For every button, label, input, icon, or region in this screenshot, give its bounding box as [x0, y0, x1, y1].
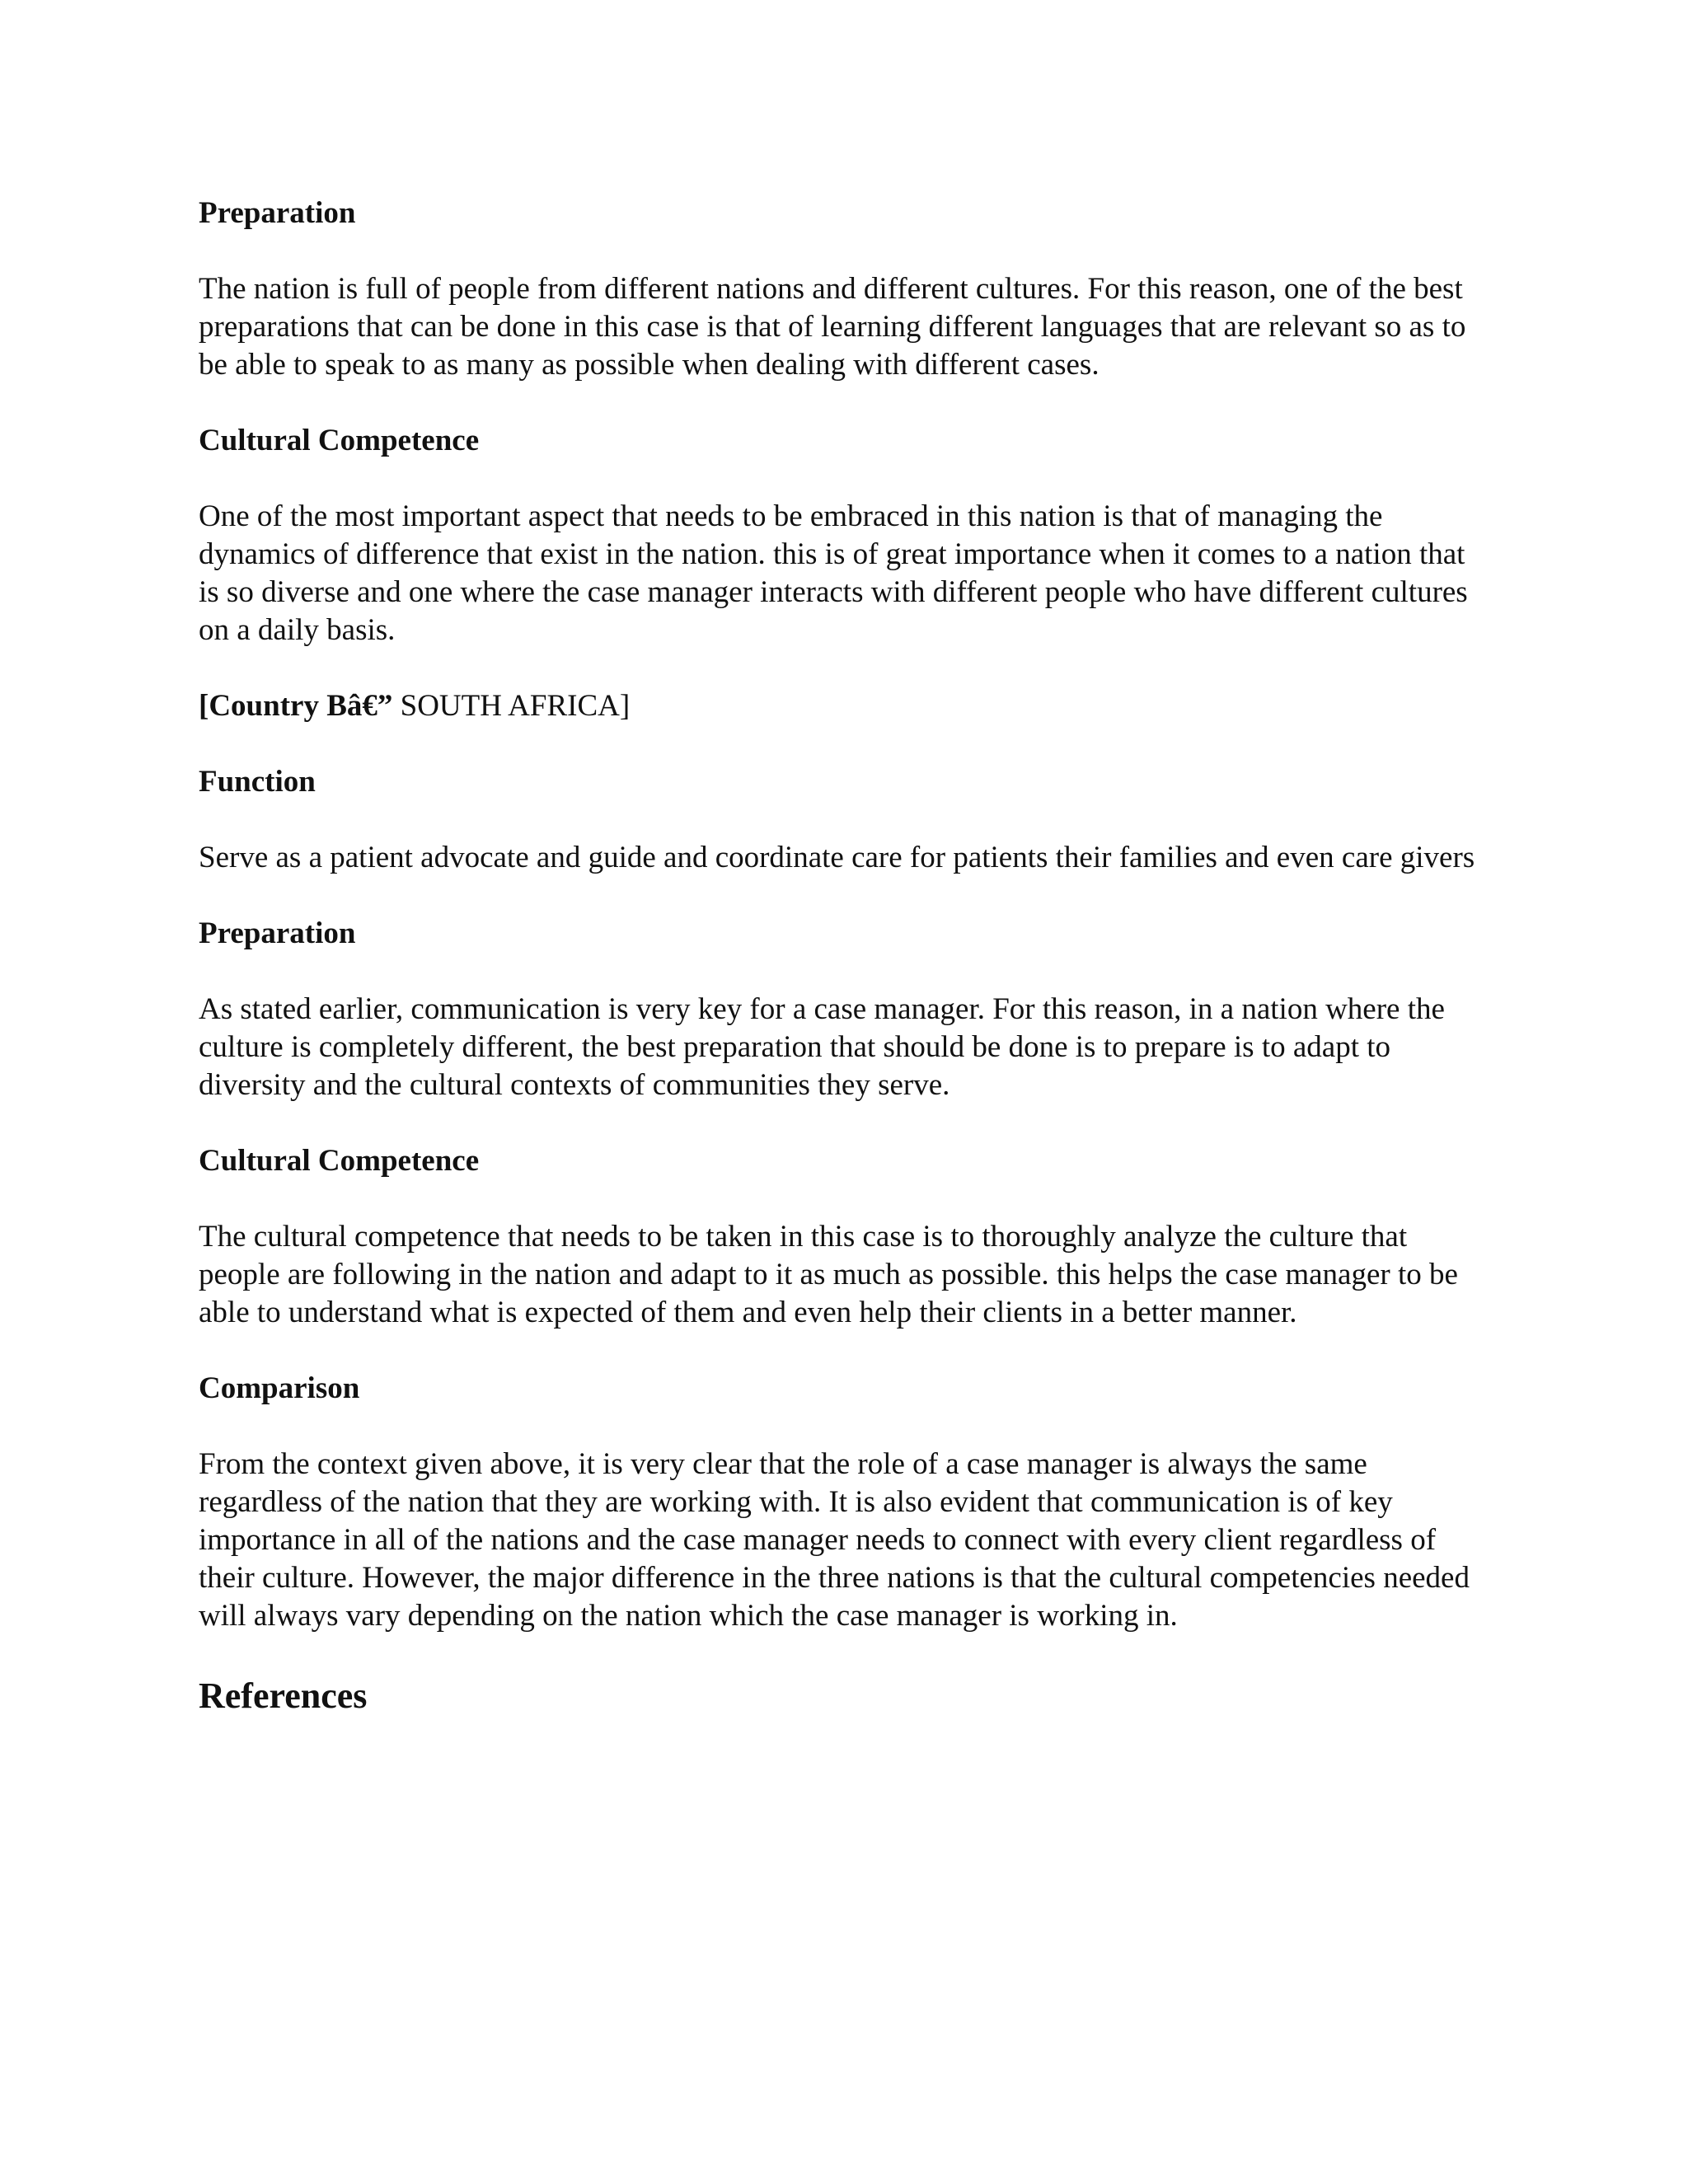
- country-b-name: SOUTH AFRICA]: [392, 689, 631, 723]
- cultural-competence-paragraph: One of the most important aspect that needs to be embraced in this nation is that of managing the dynamics of difference that exist in the nation. this is of great importance when it comes to a nation that is so diverse and one where the case manager interacts with different people who have different cultures on a daily basis.: [199, 499, 1468, 647]
- country-b-label: [Country Bâ€”: [199, 689, 393, 723]
- section-heading-cultural-competence: Cultural Competence: [199, 424, 480, 457]
- preparation-paragraph-2: As stated earlier, communication is very key for a case manager. For this reason, in a nation where the culture is completely different, the best preparation that should be done is to prepare is to adapt to diversity and the cultural contexts of communities they serve.: [199, 992, 1445, 1102]
- document-page: [199, 194, 1493, 1719]
- comparison-paragraph: From the context given above, it is very clear that the role of a case manager is always the same regardless of the nation that they are working with. It is also evident that communication is of key importance in all of the nations and the case manager needs to connect with every client regardless of their culture. However, the major difference in the three nations is that the cultural competencies needed will always vary depending on the nation which the case manager is working in.: [199, 1447, 1470, 1633]
- section-heading-function: Function: [199, 765, 316, 799]
- preparation-paragraph: The nation is full of people from different nations and different cultures. For this reason, one of the best preparations that can be done in this case is that of learning different languages that are relevant so as to be able to speak to as many as possible when dealing with different cases.: [199, 272, 1466, 382]
- section-heading-cultural-competence-2: Cultural Competence: [199, 1144, 480, 1178]
- references-heading: References: [199, 1675, 368, 1716]
- cultural-competence-paragraph-2: The cultural competence that needs to be taken in this case is to thoroughly analyze the culture that people are following in the nation and adapt to it as much as possible. this helps the case manager to be able to understand what is expected of them and even help their clients in a better manner.: [199, 1220, 1458, 1329]
- section-heading-preparation: Preparation: [199, 196, 356, 230]
- country-b-heading: [199, 687, 1493, 725]
- function-paragraph: Serve as a patient advocate and guide and coordinate care for patients their families and even care givers: [199, 841, 1475, 874]
- section-heading-comparison: Comparison: [199, 1371, 360, 1405]
- section-heading-preparation-2: Preparation: [199, 916, 356, 950]
